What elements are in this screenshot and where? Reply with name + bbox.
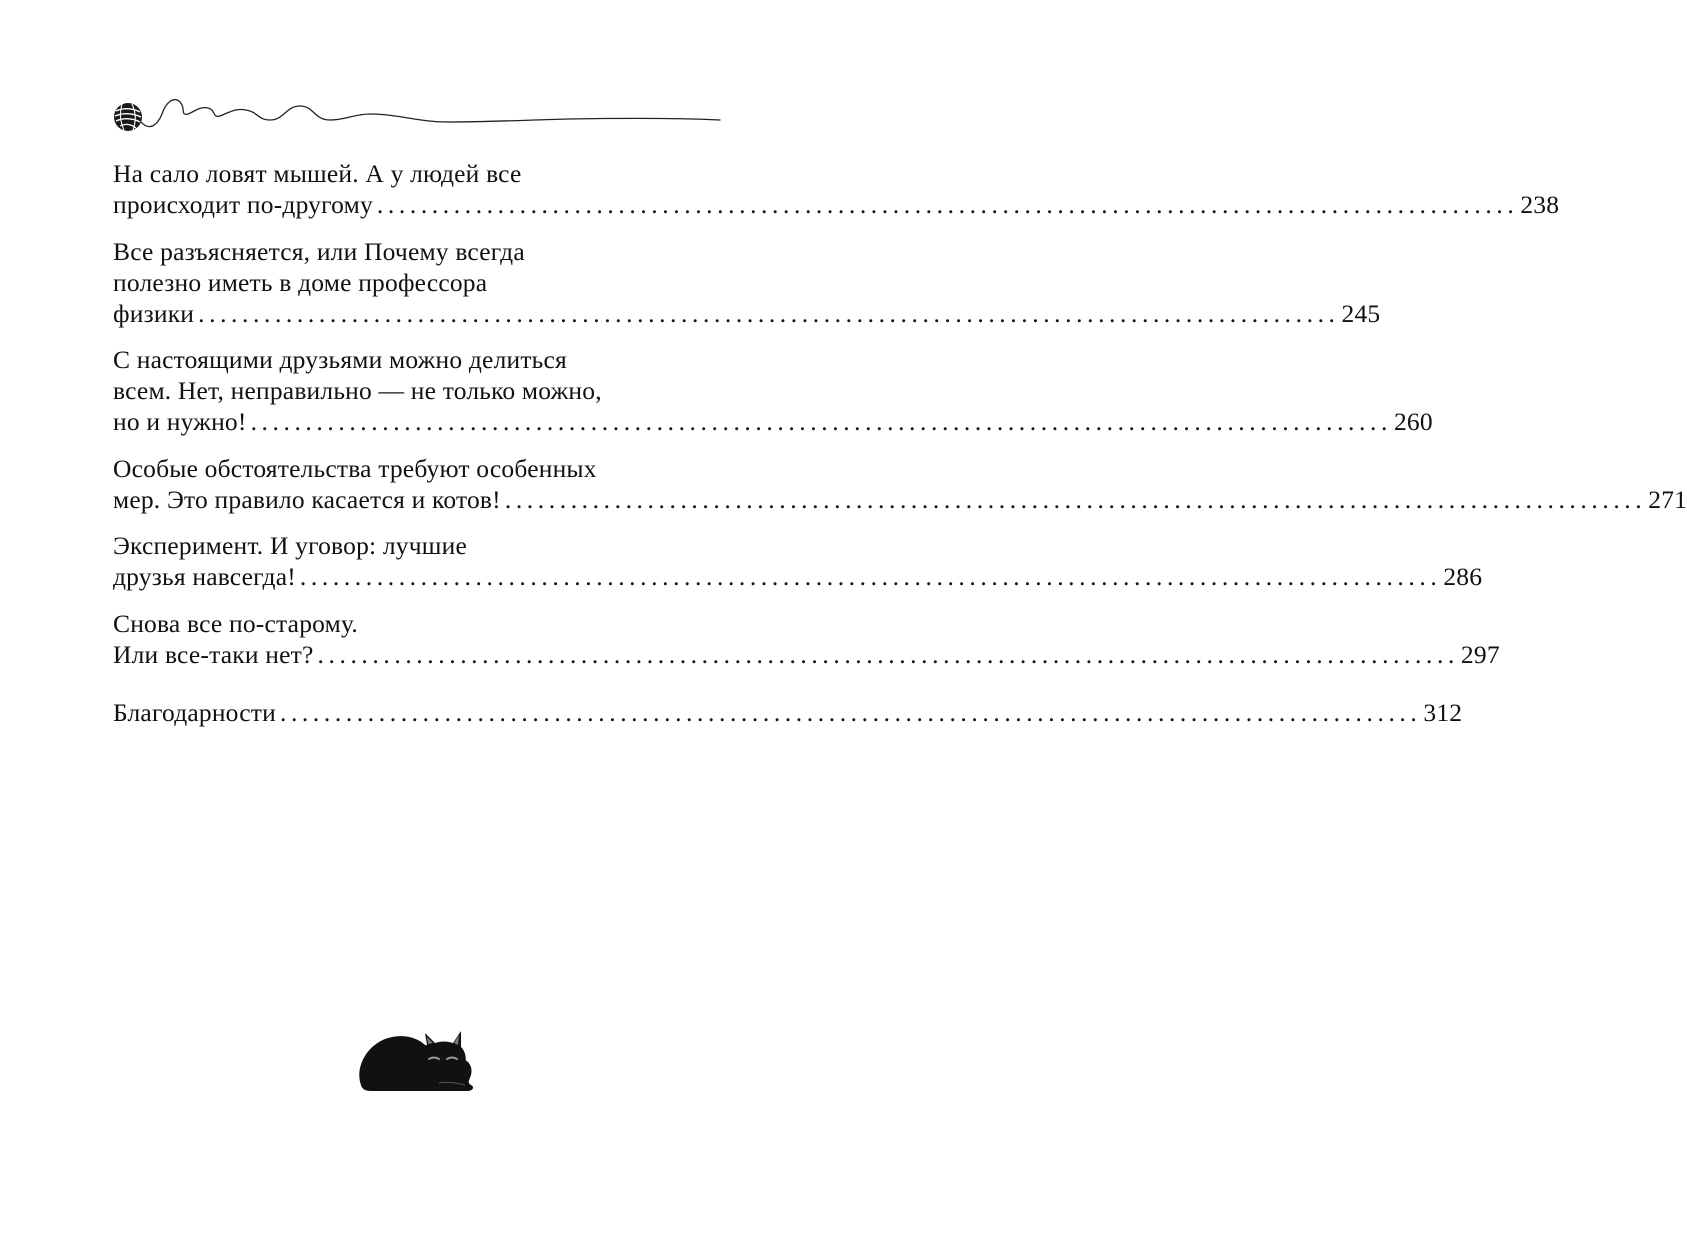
dot-leader: ........................................................................................................ [198, 298, 1340, 328]
toc-entry-title-end: друзья навсегда! [113, 562, 296, 591]
toc-entry-last-line [113, 298, 1381, 329]
toc-page-number: 286 [1443, 562, 1483, 591]
dot-leader: ........................................................................................................ [299, 562, 1442, 591]
toc-page-number: 312 [1423, 697, 1463, 727]
toc-entry-title-end: мер. Это правило касается и котов! [113, 484, 501, 514]
toc-entry-title-end: Благодарности [113, 697, 276, 727]
toc-entry-last-line [113, 484, 1687, 515]
toc-entry-last-line [113, 697, 1463, 728]
thread-line [141, 100, 720, 127]
toc-page-number: 271 [1648, 484, 1687, 514]
toc-entry-last-line [113, 561, 1483, 592]
toc-page-number: 297 [1460, 639, 1500, 669]
toc-entry-title-line: всем. Нет, неправильно — не только можно, [113, 376, 602, 405]
toc-entry [113, 608, 1500, 670]
toc-entry-title-line: Эксперимент. И уговор: лучшие [113, 531, 467, 560]
toc-entry-last-line [113, 406, 1433, 437]
toc-page-number: 238 [1520, 190, 1560, 219]
toc-entry-title-end: но и нужно! [113, 407, 247, 436]
toc-page-number: 245 [1341, 298, 1381, 328]
toc-entry [113, 530, 1483, 592]
toc-entry-acknowledgements [113, 697, 1463, 728]
toc-entry-title-line: Снова все по-старому. [113, 608, 358, 638]
toc-entry [113, 158, 1560, 220]
toc-entry [113, 453, 1687, 515]
toc-page-number: 260 [1393, 407, 1433, 436]
toc-entry [113, 344, 1433, 437]
dot-leader: ........................................................................................................ [376, 190, 1519, 219]
toc-entry [113, 236, 1381, 329]
dot-leader: ........................................................................................................ [250, 407, 1392, 436]
toc-entry-title-line: Все разъясняется, или Почему всегда [113, 236, 525, 266]
toc-entry-title-line: Особые обстоятельства требуют особенных [113, 453, 597, 483]
toc-entry-title-line: На сало ловят мышей. А у людей все [113, 159, 522, 188]
sleeping-black-cat-icon [355, 1025, 477, 1095]
toc-entry-last-line [113, 639, 1500, 670]
yarn-ball-thread-ornament [108, 92, 728, 142]
toc-entry-title-line: С настоящими друзьями можно делиться [113, 345, 567, 374]
toc-entry-title-end: Или все-таки нет? [113, 639, 314, 669]
table-of-contents [113, 158, 1687, 743]
toc-entry-title-line: полезно иметь в доме профессора [113, 267, 488, 297]
dot-leader: ........................................................................................................ [504, 484, 1647, 514]
dot-leader: ........................................................................................................ [317, 639, 1459, 669]
toc-entry-title-end: физики [113, 298, 195, 328]
yarn-ball-icon [114, 103, 142, 131]
toc-entry-title-end: происходит по-другому [113, 190, 373, 219]
dot-leader: ........................................................................................................ [279, 697, 1422, 727]
toc-entry-last-line [113, 189, 1560, 220]
